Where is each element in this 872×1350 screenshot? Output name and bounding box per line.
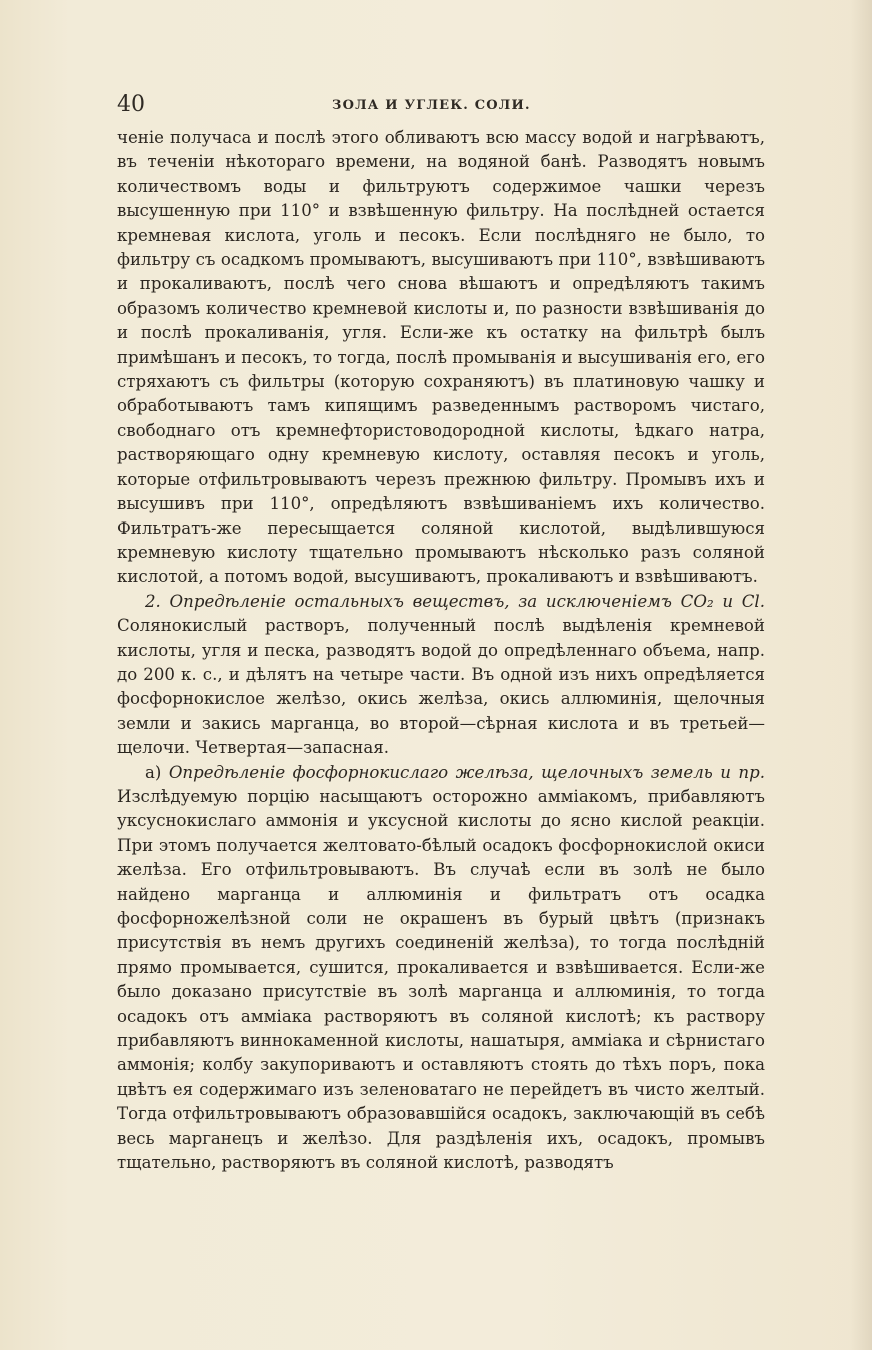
paragraph-2-text: Солянокислый растворъ, полученный послѣ выдѣленія кремневой кислоты, угля и песка, разводятъ водой до опредѣленнаго объема, напр. до 200 к. с., и дѣлятъ на четыре части. Въ одной изъ нихъ опредѣляется фосфорнокислое желѣзо, окись желѣза, окись аллюминія, щелочныя земли и закись марганца, во второй—сѣрная кислота и въ третьей—щелочи. Четвертая—запасная.: [117, 616, 765, 758]
paragraph-2: [117, 590, 765, 761]
section-heading-2: 2. Опредѣленіе остальныхъ веществъ, за исключеніемъ CO₂ и Cl.: [145, 591, 765, 611]
page-body: [117, 126, 765, 1175]
section-heading-a: Опредѣленіе фосфорнокислаго желѣза, щелочныхъ земель и пр.: [168, 762, 765, 782]
paragraph-3-marker: а): [145, 762, 169, 782]
page-header: [117, 92, 767, 122]
paragraph-3-text: Изслѣдуемую порцію насыщаютъ осторожно амміакомъ, прибавляютъ уксуснокислаго аммонія и уксусной кислоты до ясно кислой реакціи. При этомъ получается желтовато-бѣлый осадокъ фосфорнокислой окиси желѣза. Его отфильтровываютъ. Въ случаѣ если въ золѣ не было найдено марганца и аллюминія и фильтратъ отъ осадка фосфорножелѣзной соли не окрашенъ въ бурый цвѣтъ (признакъ присутствія въ немъ другихъ соединеній желѣза), то тогда послѣдній прямо промывается, сушится, прокаливается и взвѣшивается. Если-же было доказано присутствіе въ золѣ марганца и аллюминія, то тогда осадокъ отъ амміака растворяютъ въ соляной кислотѣ; къ раствору прибавляютъ виннокаменной кислоты, нашатыря, амміака и сѣрнистаго аммонія; колбу закупориваютъ и оставляютъ стоять до тѣхъ поръ, пока цвѣтъ ея содержимаго изъ зеленоватаго не перейдетъ въ чисто желтый. Тогда отфильтровываютъ образовавшійся осадокъ, заключающій въ себѣ весь марганецъ и желѣзо. Для раздѣленія ихъ, осадокъ, промывъ тщательно, растворяютъ въ соляной кислотѣ, разводятъ: [117, 786, 765, 1173]
page-number: 40: [117, 92, 145, 117]
running-title: ЗОЛА И УГЛЕК. СОЛИ.: [332, 98, 531, 113]
page-edge-shadow: [850, 0, 872, 1350]
paragraph-1: ченіе получаса и послѣ этого обливаютъ всю массу водой и нагрѣваютъ, въ теченіи нѣкотораго времени, на водяной банѣ. Разводятъ новымъ количествомъ воды и фильтруютъ содержимое чашки черезъ высушенную при 110° и взвѣшенную фильтру. На послѣдней остается кремневая кислота, уголь и песокъ. Если послѣдняго не было, то фильтру съ осадкомъ промываютъ, высушиваютъ при 110°, взвѣшиваютъ и прокаливаютъ, послѣ чего снова вѣшаютъ и опредѣляютъ такимъ образомъ количество кремневой кислоты и, по разности взвѣшиванія до и послѣ прокаливанія, угля. Если-же къ остатку на фильтрѣ былъ примѣшанъ и песокъ, то тогда, послѣ промыванія и высушиванія его, его стряхаютъ съ фильтры (которую сохраняютъ) въ платиновую чашку и обработываютъ тамъ кипящимъ разведеннымъ растворомъ чистаго, свободнаго отъ кремнефтористоводородной кислоты, ѣдкаго натра, растворяющаго одну кремневую кислоту, оставляя песокъ и уголь, которые отфильтровываютъ черезъ прежнюю фильтру. Промывъ ихъ и высушивъ при 110°, опредѣляютъ взвѣшиваніемъ ихъ количество. Фильтратъ-же пересыщается соляной кислотой, выдѣлившуюся кремневую кислоту тщательно промываютъ нѣсколько разъ соляной кислотой, а потомъ водой, высушиваютъ, прокаливаютъ и взвѣшиваютъ.: [117, 128, 765, 587]
paragraph-3: [117, 761, 765, 1176]
